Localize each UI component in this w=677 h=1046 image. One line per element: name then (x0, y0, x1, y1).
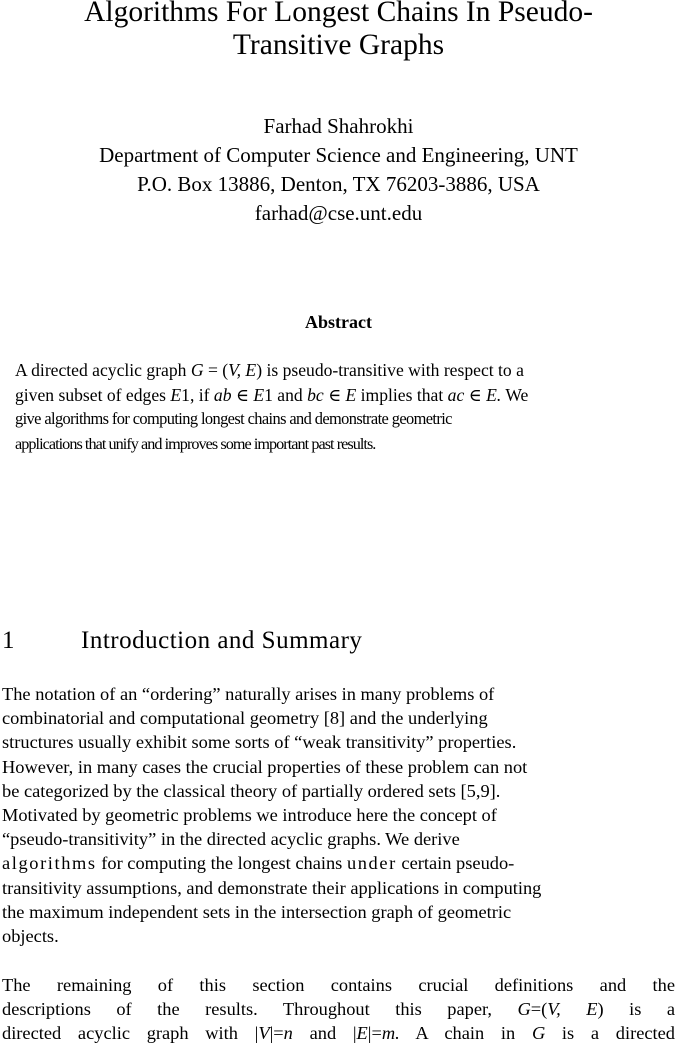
intro-line: be categorized by the classical theory of partially ordered sets [5,9]. (2, 780, 501, 801)
text: given subset of edges (15, 384, 171, 405)
text: and | (292, 1023, 357, 1044)
math-var: ac (447, 384, 465, 405)
text: directed acyclic graph with | (2, 1023, 259, 1044)
text: and (272, 384, 308, 405)
intro-paragraph (2, 682, 675, 948)
abstract-heading: Abstract (305, 312, 372, 332)
math-subscript: 1 (181, 384, 190, 405)
abstract-line-3: give algorithms for computing longest chains and demonstrate geometric (15, 409, 452, 428)
math-var: G (190, 360, 204, 380)
intro-line (2, 851, 675, 875)
intro-line: objects. (2, 926, 59, 947)
text: A chain in (399, 1023, 532, 1044)
text: is a directed (545, 1023, 675, 1044)
text: A directed acyclic graph (15, 360, 191, 380)
intro-line: However, in many cases the crucial properties of these problem can not (2, 756, 528, 777)
section-title: Introduction and Summary (81, 627, 363, 654)
text: for computing the longest chains (96, 853, 347, 874)
text: ) is pseudo-transitive with respect to a (256, 360, 524, 380)
math-var: bc (307, 384, 324, 405)
text: |= (367, 1023, 382, 1044)
element-of-symbol: ∈ (231, 384, 254, 405)
spaced-word: under (346, 853, 397, 874)
title-line-2: Transitive Graphs (232, 29, 445, 61)
math-var: m. (381, 1023, 400, 1044)
text: , if (189, 384, 214, 405)
intro-line: Motivated by geometric problems we introduce here the concept of (2, 805, 497, 826)
math-var: E. (486, 384, 502, 405)
section-heading (2, 626, 677, 656)
element-of-symbol: ∈ (323, 384, 346, 405)
text: We (501, 384, 529, 405)
math-var: E (356, 1023, 368, 1044)
math-var: G (517, 999, 531, 1020)
math-var: E (253, 384, 265, 405)
title-line-1: Algorithms For Longest Chains In Pseudo- (84, 0, 593, 28)
math-var: V, E (228, 360, 257, 380)
element-of-symbol: ∈ (464, 384, 487, 405)
text: = ( (203, 360, 229, 380)
section-number: 1 (2, 627, 15, 654)
text: descriptions of the results. Throughout this paper, (2, 999, 518, 1020)
intro-line: combinatorial and computational geometry [8] and the underlying (2, 708, 488, 729)
math-var: E (345, 384, 357, 405)
paragraph-line: The remaining of this section contains crucial definitions and the (2, 975, 675, 995)
abstract-line-1 (15, 358, 675, 383)
math-var: G (531, 1023, 546, 1044)
text: =( (530, 999, 548, 1020)
abstract-line-4: applications that unify and improves some important past results. (15, 434, 376, 453)
math-var: V, E (547, 999, 598, 1020)
text: implies that (356, 384, 448, 405)
math-var: V (258, 1023, 270, 1044)
author-name: Farhad Shahrokhi (263, 114, 414, 138)
intro-line: the maximum independent sets in the intersection graph of geometric (2, 901, 512, 922)
intro-line: structures usually exhibit some sorts of “weak transitivity” properties. (2, 732, 517, 753)
spaced-word: algorithms (2, 853, 97, 874)
math-var: n (283, 1023, 293, 1044)
intro-line: “pseudo-transitivity” in the directed acyclic graphs. We derive (2, 829, 460, 850)
text: |= (269, 1023, 284, 1044)
author-email: farhad@cse.unt.edu (254, 201, 423, 225)
paragraph-line (2, 997, 675, 1021)
text: ) is a (597, 999, 676, 1020)
text: certain pseudo- (396, 853, 515, 874)
intro-line: transitivity assumptions, and demonstrate their applications in computing (2, 877, 542, 898)
author-affiliation: Department of Computer Science and Engineering, UNT (99, 143, 578, 167)
author-block (0, 112, 677, 228)
paper-title (0, 0, 677, 62)
math-subscript: 1 (264, 384, 273, 405)
abstract-body (15, 358, 675, 456)
second-paragraph (2, 973, 675, 1046)
paragraph-line (2, 1021, 675, 1045)
math-var: E (170, 384, 182, 405)
math-var: ab (213, 384, 232, 405)
intro-line: The notation of an “ordering” naturally arises in many problems of (2, 684, 495, 704)
abstract-line-2 (15, 383, 675, 408)
author-address: P.O. Box 13886, Denton, TX 76203-3886, USA (137, 172, 540, 196)
